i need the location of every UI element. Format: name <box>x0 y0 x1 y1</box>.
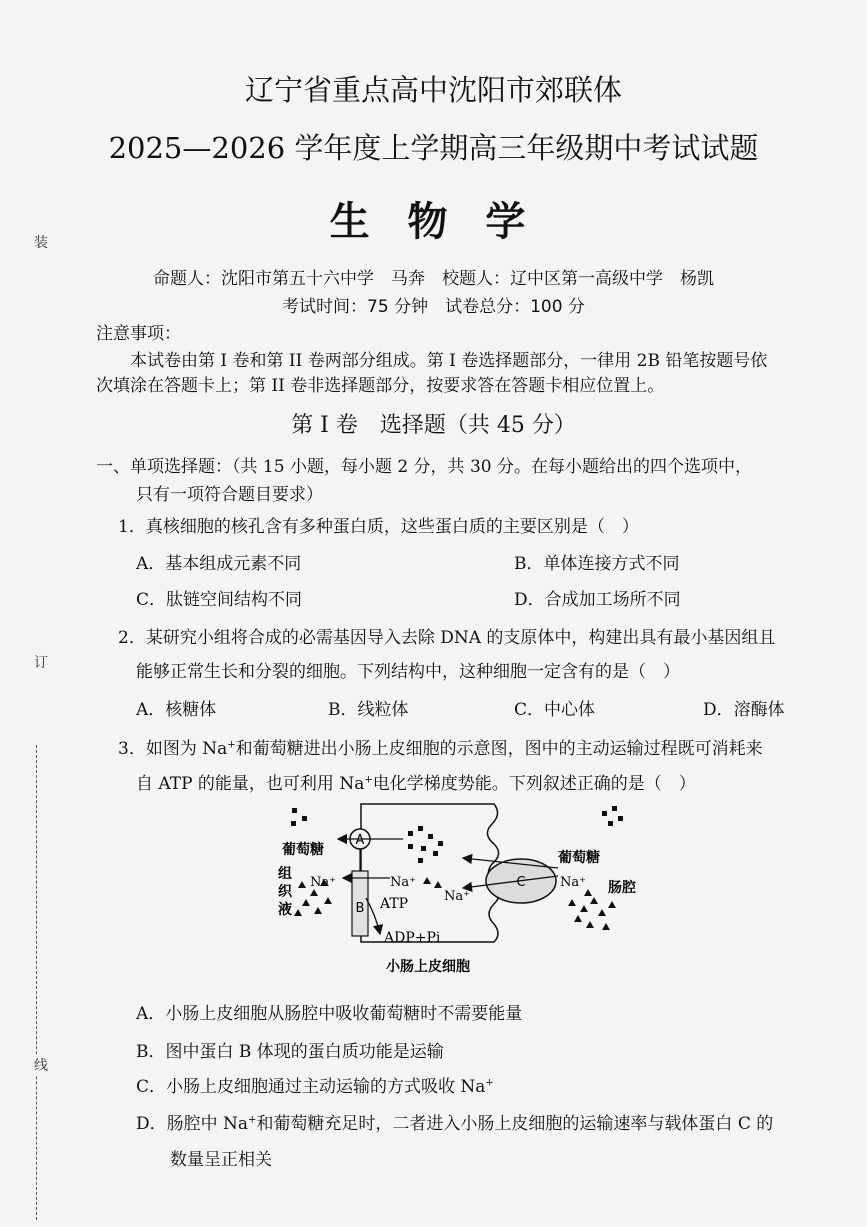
subject-title: 生 物 学 <box>329 198 538 245</box>
protein-a-label: A <box>355 833 365 848</box>
question-3-option-a: A．小肠上皮细胞从肠腔中吸收葡萄糖时不需要能量 <box>136 1004 523 1024</box>
question-2-stem-2: 能够正常生长和分裂的细胞。下列结构中，这种细胞一定含有的是（ ） <box>136 662 680 682</box>
question-2-stem-1: 2．某研究小组将合成的必需基因导入去除 DNA 的支原体中，构建出具有最小基因组且 <box>118 628 776 648</box>
label-tissue-fluid-1: 组 <box>278 866 292 882</box>
label-lumen: 肠腔 <box>608 880 636 896</box>
label-glucose-right: 葡萄糖 <box>558 850 600 866</box>
question-3-option-c: C．小肠上皮细胞通过主动运输的方式吸收 Na+ <box>136 1077 494 1097</box>
label-na-inner: Na⁺ <box>444 889 470 904</box>
protein-b-label: B <box>355 901 365 916</box>
question-3-option-b: B．图中蛋白 B 体现的蛋白质功能是运输 <box>136 1042 444 1062</box>
notice-heading: 注意事项： <box>96 324 181 344</box>
question-1-stem: 1．真核细胞的核孔含有多种蛋白质，这些蛋白质的主要区别是（ ） <box>118 517 639 537</box>
school-title: 辽宁省重点高中沈阳市郊联体 <box>244 73 622 107</box>
transport-diagram <box>258 796 648 980</box>
notice-line-1: 本试卷由第 I 卷和第 II 卷两部分组成。第 I 卷选择题部分，一律用 2B 铅笔按题号依 <box>130 351 768 371</box>
protein-c-label: C <box>516 875 526 890</box>
label-adp: ADP+Pi <box>384 930 441 946</box>
question-1-option-b: B．单体连接方式不同 <box>514 554 680 574</box>
cell-outline <box>361 804 499 942</box>
part-instructions-1: 一、单项选择题：（共 15 小题，每小题 2 分，共 30 分。在每小题给出的四个选项中， <box>96 457 753 477</box>
question-2-option-c: C．中心体 <box>514 700 596 720</box>
exam-info-line: 考试时间：75 分钟 试卷总分：100 分 <box>282 297 585 317</box>
question-2-option-d: D．溶酶体 <box>703 700 785 720</box>
part-instructions-2: 只有一项符合题目要求） <box>136 485 323 505</box>
question-1-option-d: D．合成加工场所不同 <box>514 590 681 610</box>
binding-mark-top: 装 <box>34 235 48 251</box>
label-cell: 小肠上皮细胞 <box>386 959 470 975</box>
binding-dashed-line <box>36 745 37 1220</box>
question-3-stem-2: 自 ATP 的能量，也可利用 Na+电化学梯度势能。下列叙述正确的是（ ） <box>136 774 696 794</box>
question-2-option-b: B．线粒体 <box>328 700 409 720</box>
question-3-option-d: D．肠腔中 Na+和葡萄糖充足时，二者进入小肠上皮细胞的运输速率与载体蛋白 C 的 <box>136 1114 774 1134</box>
question-1-option-c: C．肽链空间结构不同 <box>136 590 303 610</box>
authors-line: 命题人：沈阳市第五十六中学 马奔 校题人：辽中区第一高级中学 杨凯 <box>153 269 714 289</box>
label-na-left: Na⁺ <box>310 875 336 890</box>
notice-line-2: 次填涂在答题卡上；第 II 卷非选择题部分，按要求答在答题卡相应位置上。 <box>96 376 665 396</box>
label-na-mid: Na⁺ <box>390 875 416 890</box>
label-glucose-left: 葡萄糖 <box>282 842 324 858</box>
label-na-right: Na⁺ <box>560 875 586 890</box>
section-title: 第 I 卷 选择题（共 45 分） <box>291 413 576 438</box>
exam-title: 2025—2026 学年度上学期高三年级期中考试试题 <box>108 131 759 165</box>
binding-mark-bottom: 线 <box>34 1055 48 1075</box>
question-1-option-a: A．基本组成元素不同 <box>136 554 302 574</box>
label-tissue-fluid-3: 液 <box>278 902 292 918</box>
label-tissue-fluid-2: 织 <box>278 884 292 900</box>
question-3-stem-1: 3．如图为 Na+和葡萄糖进出小肠上皮细胞的示意图，图中的主动运输过程既可消耗来 <box>118 739 763 759</box>
question-2-option-a: A．核糖体 <box>136 700 217 720</box>
label-atp: ATP <box>380 896 409 912</box>
question-3-option-d-line2: 数量呈正相关 <box>170 1150 272 1170</box>
binding-mark-mid: 订 <box>34 655 48 671</box>
